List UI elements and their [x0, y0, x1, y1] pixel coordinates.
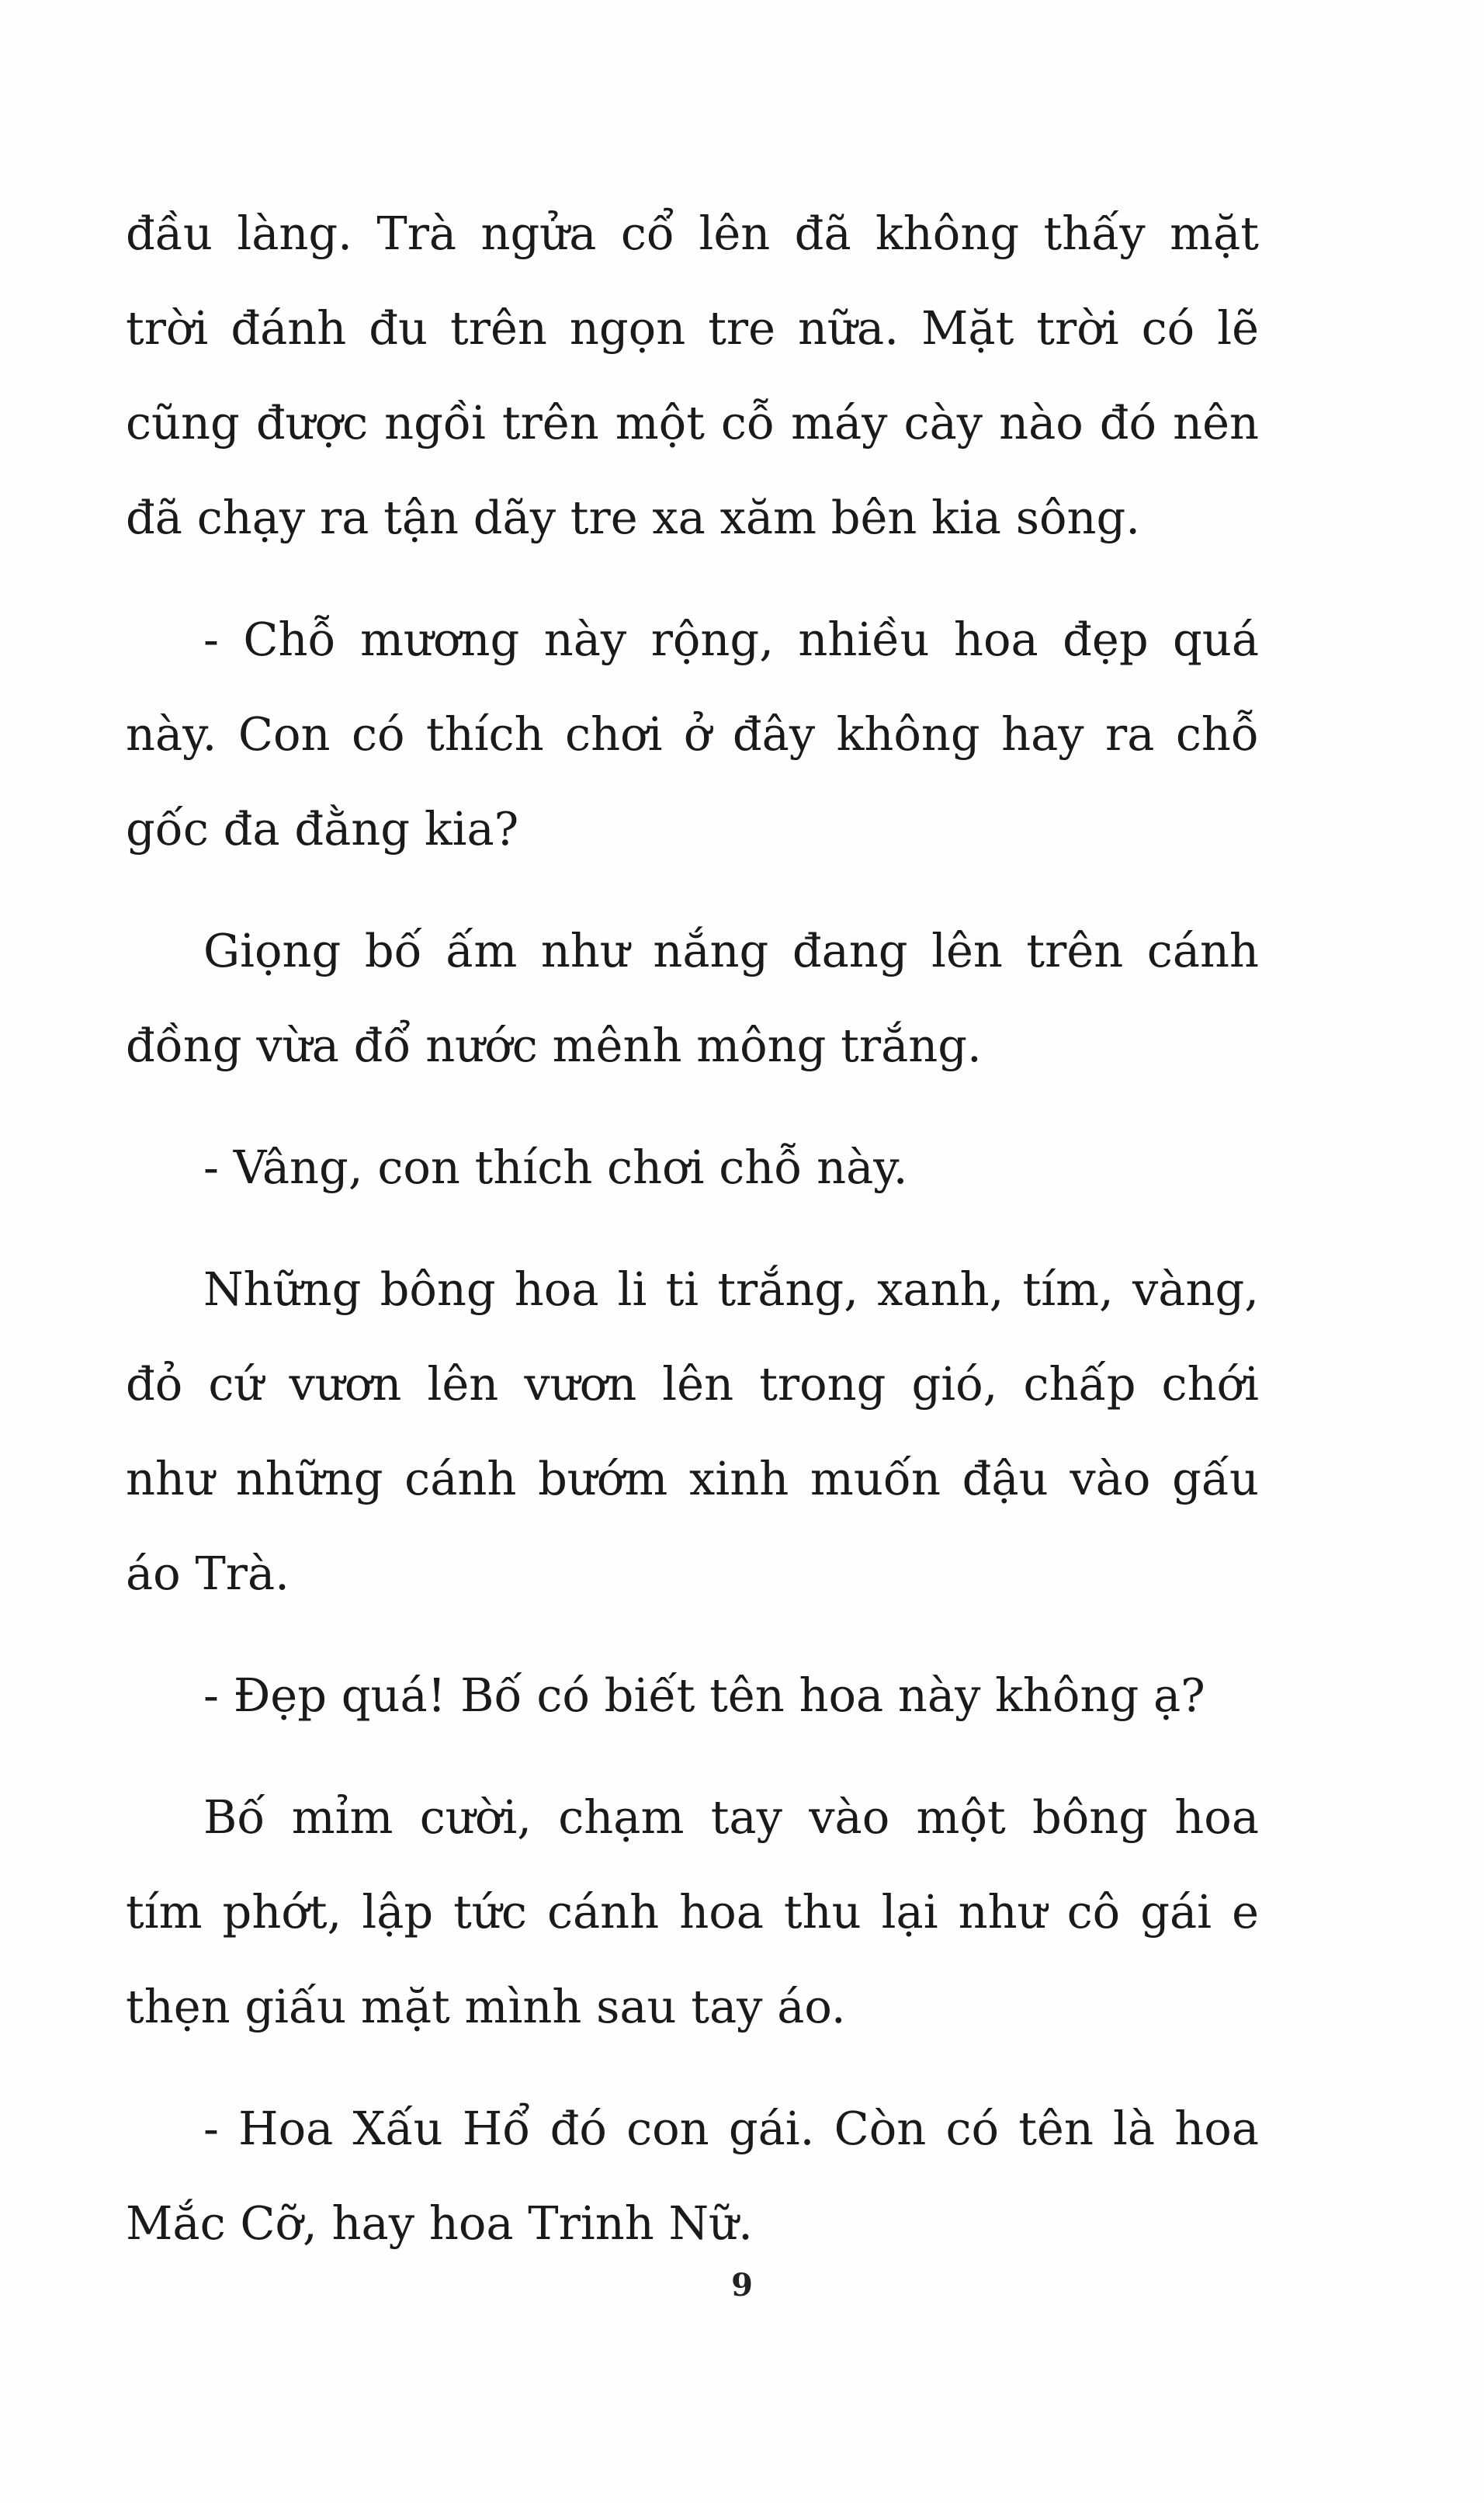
paragraph: [126, 904, 1259, 1093]
paragraph: [126, 2081, 1259, 2271]
text-line: đã chạy ra tận dãy tre xa xăm bên kia sông.: [126, 491, 1141, 544]
text-line: - Vâng, con thích chơi chỗ này.: [203, 1140, 908, 1194]
paragraph: [126, 186, 1259, 565]
page-number: 9: [731, 2267, 753, 2303]
text-line: tím phớt, lập tức cánh hoa thu lại như cô gái e: [126, 1885, 1259, 1939]
paragraph: [126, 1770, 1259, 2054]
text-line: - Hoa Xấu Hổ đó con gái. Còn có tên là hoa: [203, 2102, 1259, 2155]
text-line: Giọng bố ấm như nắng đang lên trên cánh: [203, 924, 1259, 977]
paragraph: [126, 592, 1259, 877]
paragraph: [126, 1242, 1259, 1621]
text-line: - Đẹp quá! Bố có biết tên hoa này không ạ?: [203, 1668, 1205, 1722]
text-line: - Chỗ mương này rộng, nhiều hoa đẹp quá: [203, 613, 1259, 666]
body-text: [126, 186, 1259, 2271]
paragraph: [126, 1120, 1259, 1215]
text-line: gốc đa đằng kia?: [126, 802, 519, 856]
text-line: như những cánh bướm xinh muốn đậu vào gấu: [126, 1452, 1259, 1505]
paragraph: [126, 1648, 1259, 1743]
text-line: đầu làng. Trà ngửa cổ lên đã không thấy mặt: [126, 207, 1259, 260]
text-line: Những bông hoa li ti trắng, xanh, tím, vàng,: [203, 1262, 1259, 1316]
text-line: cũng được ngồi trên một cỗ máy cày nào đó nên: [126, 396, 1259, 450]
text-line: Mắc Cỡ, hay hoa Trinh Nữ.: [126, 2196, 753, 2250]
text-line: này. Con có thích chơi ở đây không hay ra chỗ: [126, 707, 1259, 761]
text-line: thẹn giấu mặt mình sau tay áo.: [126, 1980, 846, 2033]
text-line: trời đánh đu trên ngọn tre nữa. Mặt trời có lẽ: [126, 301, 1259, 355]
text-line: Bố mỉm cười, chạm tay vào một bông hoa: [203, 1790, 1259, 1844]
text-line: áo Trà.: [126, 1547, 290, 1600]
text-line: đồng vừa đổ nước mênh mông trắng.: [126, 1019, 982, 1072]
text-line: đỏ cứ vươn lên vươn lên trong gió, chấp chới: [126, 1357, 1259, 1411]
